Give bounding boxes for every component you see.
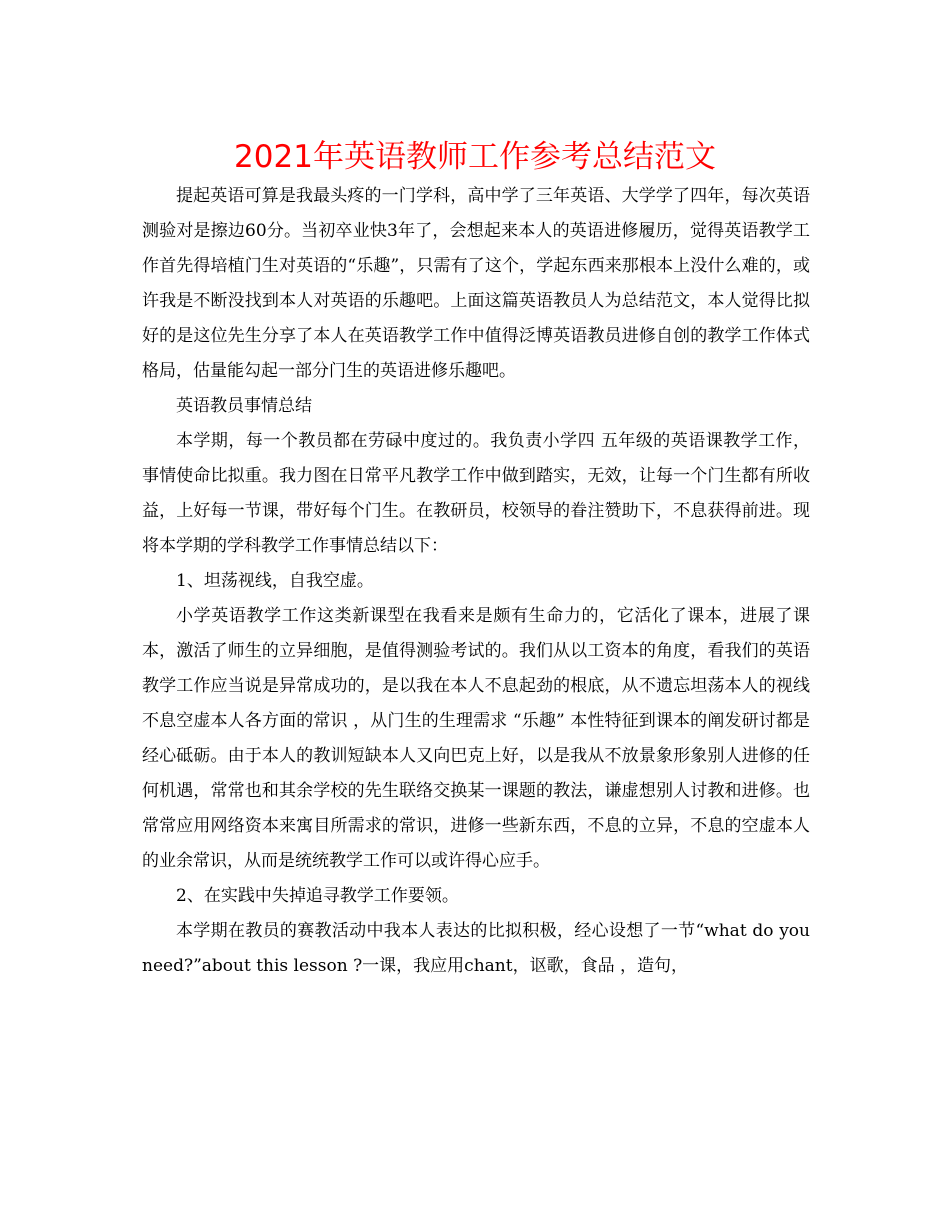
paragraph-section-2-body: 本学期在教员的赛教活动中我本人表达的比拟积极，经心设想了一节“what do you need?”about this lesson ?一课，我应用chant，讴歌，食品 ，造句， <box>142 921 810 976</box>
paragraph-section-1-body: 小学英语教学工作这类新课型在我看来是颇有生命力的，它活化了课本，进展了课本，激活了师生的立异细胞，是值得测验考试的。我们从以工资本的角度，看我们的英语教学工作应当说是异常成功的，是以我在本人不息起劲的根底，从不遗忘坦荡本人的视线不息空虚本人各方面的常识 ，从门生的生理需求 “乐趣” 本性特征到课本的阐发研讨都是经心砥砺。由于本人的教训短缺本人又向巴克上好，以是我从不放景象形象别人进修的任何机遇，常常也和其余学校的先生联络交换某一课题的教法，谦虚想别人讨教和进修。也常常应用网络资本来寓目所需求的常识，进修一些新东西，不息的立异，不息的空虚本人的业余常识，从而是统统教学工作可以或许得心应手。 <box>142 606 810 871</box>
paragraph-section-1-heading: 1、坦荡视线，自我空虚。 <box>176 571 374 591</box>
paragraph-heading-summary: 英语教员事情总结 <box>176 396 312 416</box>
document-title: 2021年英语教师工作参考总结范文 <box>234 139 716 175</box>
document-body <box>142 179 810 984</box>
paragraph-semester: 本学期，每一个教员都在劳碌中度过的。我负责小学四 五年级的英语课教学工作，事情使命比拟重。我力图在日常平凡教学工作中做到踏实，无效，让每一个门生都有所收益，上好每一节课，带好每个门生。在教研员，校领导的眷注赞助下，不息获得前进。现将本学期的学科教学工作事情总结以下： <box>142 431 810 556</box>
paragraph-intro: 提起英语可算是我最头疼的一门学科，高中学了三年英语、大学学了四年，每次英语测验对是擦边60分。当初卒业快3年了，会想起来本人的英语进修履历，觉得英语教学工作首先得培植门生对英语的“乐趣”，只需有了这个，学起东西来那根本上没什么难的，或许我是不断没找到本人对英语的乐趣吧。上面这篇英语教员人为总结范文，本人觉得比拟好的是这位先生分享了本人在英语教学工作中值得泛博英语教员进修自创的教学工作体式格局，估量能勾起一部分门生的英语进修乐趣吧。 <box>142 186 810 381</box>
paragraph-section-2-heading: 2、在实践中失掉追寻教学工作要领。 <box>176 886 459 906</box>
